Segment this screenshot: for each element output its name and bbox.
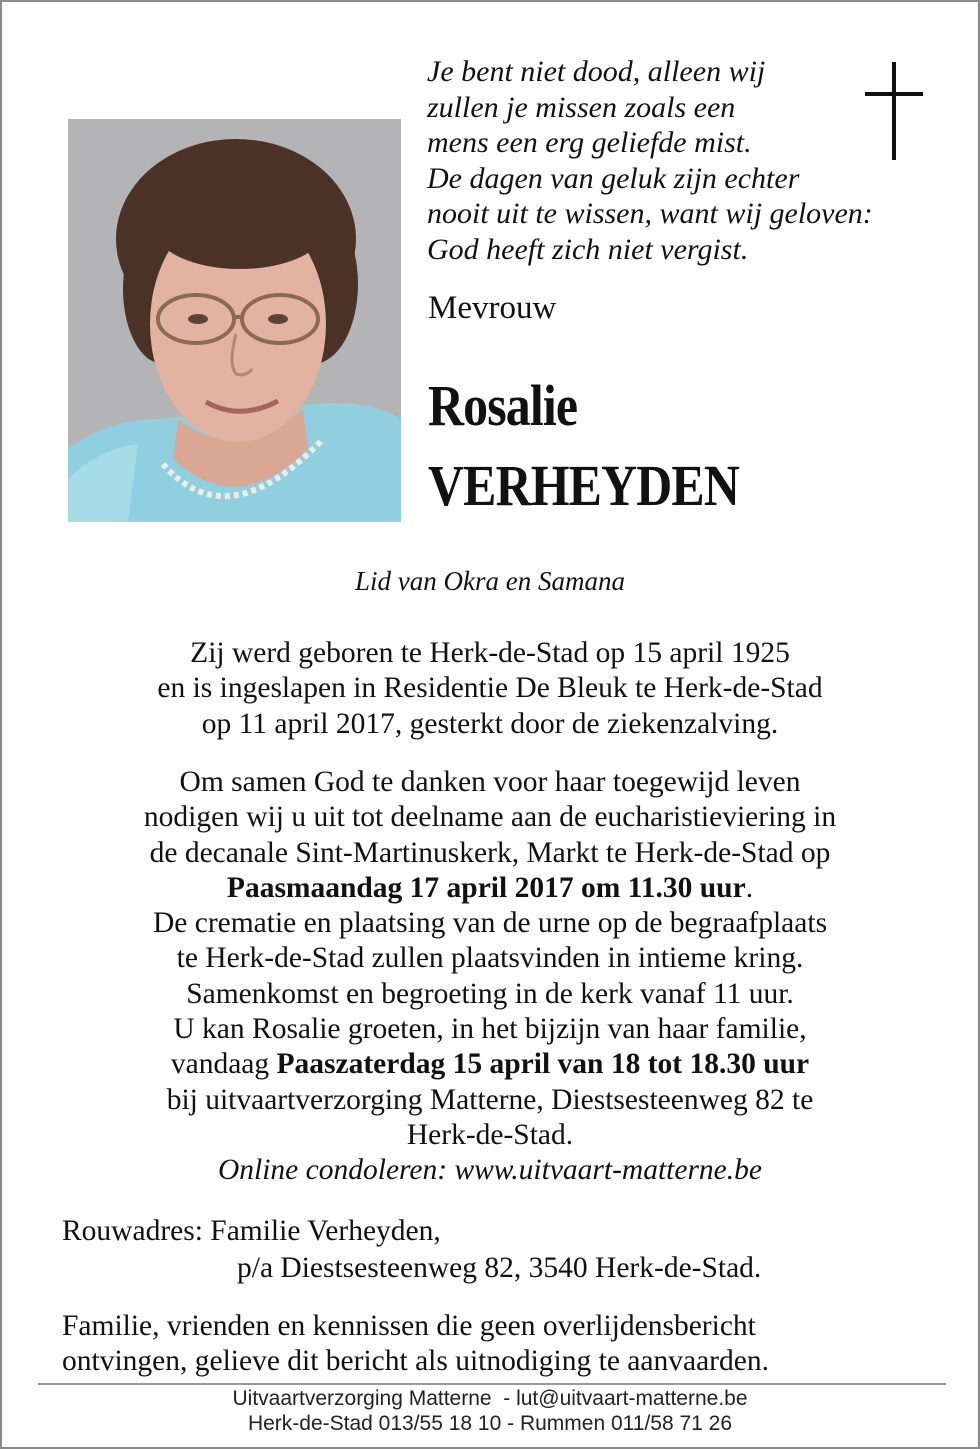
funeral-date: Paasmaandag 17 april 2017 om 11.30 uur [226,871,746,904]
paragraph-line: de decanale Sint-Martinuskerk, Markt te Herk-de-Stad op [149,836,831,869]
footer-line: Uitvaartverzorging Matterne - lut@uitvaart-matterne.be [232,1387,748,1410]
poem-line: God heeft zich niet vergist. [427,232,749,266]
family-note [62,1309,769,1379]
poem-line: zullen je missen zoals een [427,90,736,124]
paragraph-line: Om samen God te danken voor haar toegewijd leven [179,766,801,798]
paragraph-line: Zij werd geboren te Herk-de-Stad op 15 april 1925 [190,637,790,669]
paragraph-line: Samenkomst en begroeting in de kerk vanaf 11 uur. [186,977,794,1010]
poem-line: De dagen van geluk zijn echter [427,161,800,195]
paragraph-line: en is ingeslapen in Residentie De Bleuk te Herk-de-Stad [157,672,823,705]
deceased-title: Mevrouw [428,290,557,326]
service-paragraph [32,765,948,1189]
online-condolence-text: Online condoleren: www.uitvaart-matterne.be [217,1154,762,1187]
birth-death-paragraph [32,636,948,742]
paragraph-line: bij uitvaartverzorging Matterne, Diestsesteenweg 82 te [166,1083,814,1116]
deceased-first-name: Rosalie [428,373,578,438]
mourning-address [62,1213,761,1287]
membership: Lid van Okra en Samana [355,566,625,596]
portrait-photo [68,119,401,522]
footer-line: Herk-de-Stad 013/55 18 10 - Rummen 011/58 71 26 [247,1412,733,1435]
poem-line: mens een erg geliefde mist. [427,126,752,159]
address-line: p/a Diestsesteenweg 82, 3540 Herk-de-Stad. [237,1252,762,1284]
deceased-last-name: VERHEYDEN [428,453,739,518]
poem-line: nooit uit te wissen, want wij geloven: [427,197,873,230]
paragraph-line: nodigen wij u uit tot deelname aan de eucharistieviering in [143,801,837,834]
poem [427,54,927,267]
paragraph-line [32,1047,948,1082]
family-note-line: ontvingen, gelieve dit bericht als uitnodiging te aanvaarden. [62,1345,769,1377]
paragraph-line: te Herk-de-Stad zullen plaatsvinden in intieme kring. [176,942,804,975]
paragraph-line: Herk-de-Stad. [406,1118,574,1151]
paragraph-line: De crematie en plaatsing van de urne op de begraafplaats [152,907,828,940]
funeral-home-footer [2,1386,978,1436]
poem-line: Je bent niet dood, alleen wij [427,55,766,88]
paragraph-line: op 11 april 2017, gesterkt door de ziekenzalving. [201,707,779,740]
cross-icon [865,62,923,160]
visitation-date: Paaszaterdag 15 april van 18 tot 18.30 uur [276,1048,810,1081]
family-note-line: Familie, vrienden en kennissen die geen overlijdensbericht [62,1310,756,1342]
paragraph-line [32,871,948,906]
period: . [745,871,754,904]
today-word: vandaag [170,1048,277,1081]
footer-divider [38,1383,946,1385]
paragraph-line: U kan Rosalie groeten, in het bijzijn van haar familie, [173,1013,807,1046]
portrait-photo-icon [68,119,401,522]
online-condolence [32,1153,948,1188]
address-line: Rouwadres: Familie Verheyden, [62,1215,441,1247]
